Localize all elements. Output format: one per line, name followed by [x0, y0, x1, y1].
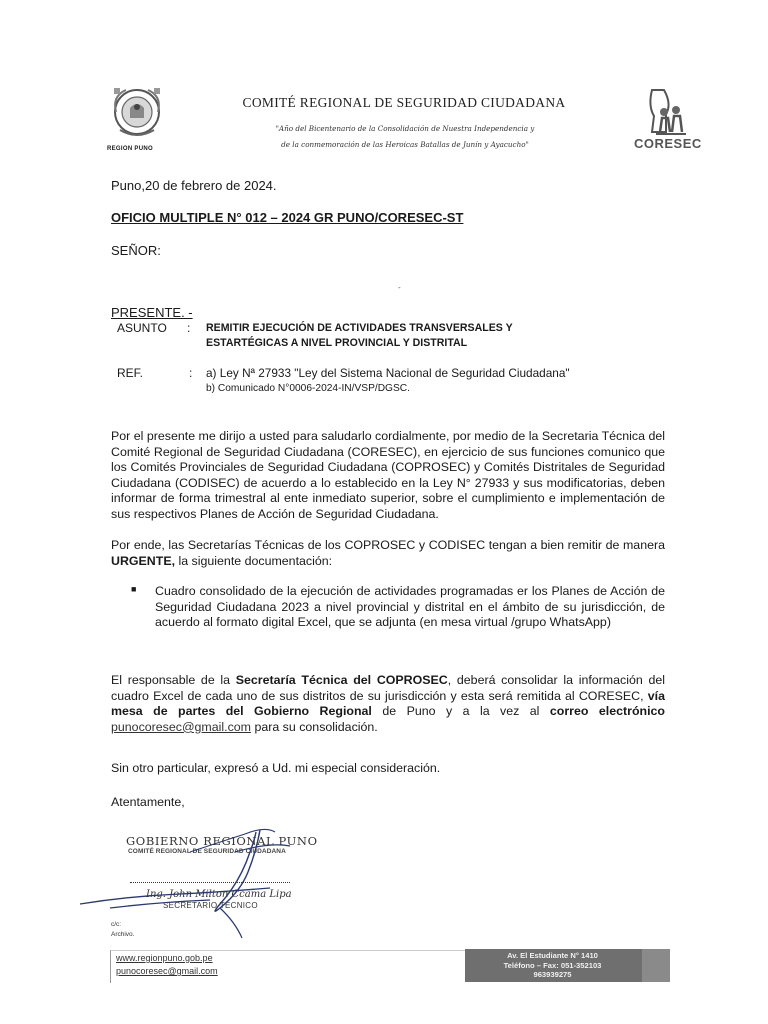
reference-number: OFICIO MULTIPLE N° 012 – 2024 GR PUNO/CORESEC-ST: [111, 210, 464, 225]
mobile-line: 963939275: [533, 970, 572, 979]
footer-bar-strip: [642, 949, 670, 982]
year-motto: [200, 121, 610, 153]
paragraph-1: Por el presente me dirijo a usted para saludarlo cordialmente, por medio de la Secretaria Técnica del Comité Regional de Seguridad Ciudadana (CORESEC), en ejercicio de sus funciones comunico que los Comités Provinciales de Seguridad Ciudadana (COPROSEC) y Comités Distritales de Seguridad Ciudadana (CODISEC) de acuerdo a lo establecido en la Ley N° 27933 y sus modificatorias, deben informar de forma trimestral al ente inmediato superior, sobre el cumplimiento e implementación de sus respectivos Planes de Acción de Seguridad Ciudadana.: [111, 429, 665, 521]
stamp-line-1: GOBIERNO REGIONAL PUNO: [126, 834, 318, 848]
cc-block: [111, 920, 134, 940]
region-puno-seal-icon: [108, 82, 166, 156]
asunto-text: [206, 321, 606, 351]
bullet-icon: ■: [131, 584, 137, 594]
coresec-label: CORESEC: [634, 136, 702, 151]
footer-email-link[interactable]: punocoresec@gmail.com: [116, 966, 218, 976]
website-link[interactable]: www.regionpuno.gob.pe: [116, 953, 213, 963]
paragraph-3: [111, 673, 665, 735]
stamp-title: SECRETARIO TÉCNICO: [163, 901, 258, 910]
p3-a: El responsable de la: [111, 673, 236, 687]
motto-line-1: "Año del Bicentenario de la Consolidación de Nuestra Independencia y: [275, 124, 535, 133]
stamp-line-2: COMITÉ REGIONAL DE SEGURIDAD CIUDADANA: [128, 848, 286, 855]
redaction-mark: -: [398, 283, 401, 292]
motto-line-2: de la conmemoración de las Heroicas Batallas de Junín y Ayacucho": [281, 140, 529, 149]
p2-end: la siguiente documentación:: [175, 553, 333, 568]
asunto-colon: :: [187, 321, 191, 335]
p3-e: de Puno y a la vez al: [371, 704, 550, 719]
phone-line: Teléfono – Fax: 051-352103: [503, 960, 602, 970]
ref-label: REF.: [117, 366, 144, 380]
organization-title: COMITÉ REGIONAL DE SEGURIDAD CIUDADANA: [242, 95, 566, 110]
asunto-line-2: ESTARTÉGICAS A NIVEL PROVINCIAL Y DISTRITAL: [206, 337, 468, 349]
address-line: Av. El Estudiante N° 1410: [507, 951, 598, 960]
paragraph-2: [111, 538, 665, 569]
cc-item: Archivo.: [111, 931, 135, 938]
handwritten-signature-icon: [70, 812, 320, 942]
stamp-name: Ing. John Milton Ccama Lipa: [146, 889, 292, 900]
p3-c: , deberá consolidar la información del cuadro Excel de cada uno de sus distritos de su jurisdicción y esta será remitida al CORESEC,: [111, 673, 665, 703]
closing: Atentamente,: [111, 795, 185, 809]
ref-colon: :: [189, 366, 193, 380]
p2-start: Por ende, las Secretarías Técnicas de los COPROSEC y CODISEC tengan a bien remitir de manera: [111, 538, 665, 552]
paragraph-4: Sin otro particular, expresó a Ud. mi especial consideración.: [111, 761, 441, 775]
p3-d: vía mesa de partes del Gobierno Regional: [111, 688, 665, 719]
ref-a: a) Ley Nª 27933 "Ley del Sistema Nacional de Seguridad Ciudadana": [206, 366, 570, 380]
salutation: SEÑOR:: [111, 243, 161, 258]
p3-h: para su consolidación.: [251, 719, 378, 734]
bullet-item: Cuadro consolidado de la ejecución de actividades programadas er los Planes de Acción de Seguridad Ciudadana 2023 a nivel provincial y distrital en el ámbito de su jurisdicción, de acuerdo al formato digital Excel, que se adjunta (en mesa virtual /grupo WhatsApp): [155, 584, 665, 630]
presente-label: PRESENTE. -: [111, 305, 193, 320]
email-link[interactable]: punocoresec@gmail.com: [111, 719, 251, 734]
ref-b: b) Comunicado N°0006-2024-IN/VSP/DGSC.: [206, 383, 410, 394]
asunto-label: ASUNTO: [117, 321, 167, 335]
cc-label: c/c:: [111, 921, 122, 928]
letter-date: Puno,20 de febrero de 2024.: [111, 178, 277, 193]
p3-f: correo electrónico: [549, 704, 665, 719]
footer-address: [465, 951, 640, 980]
p3-b: Secretaría Técnica del COPROSEC: [235, 673, 448, 687]
footer-address-bar: [465, 949, 670, 982]
asunto-line-1: REMITIR EJECUCIÓN DE ACTIVIDADES TRANSVERSALES Y: [206, 322, 513, 334]
p2-urgent: URGENTE,: [111, 553, 176, 568]
region-puno-label: REGION PUNO: [107, 146, 153, 152]
